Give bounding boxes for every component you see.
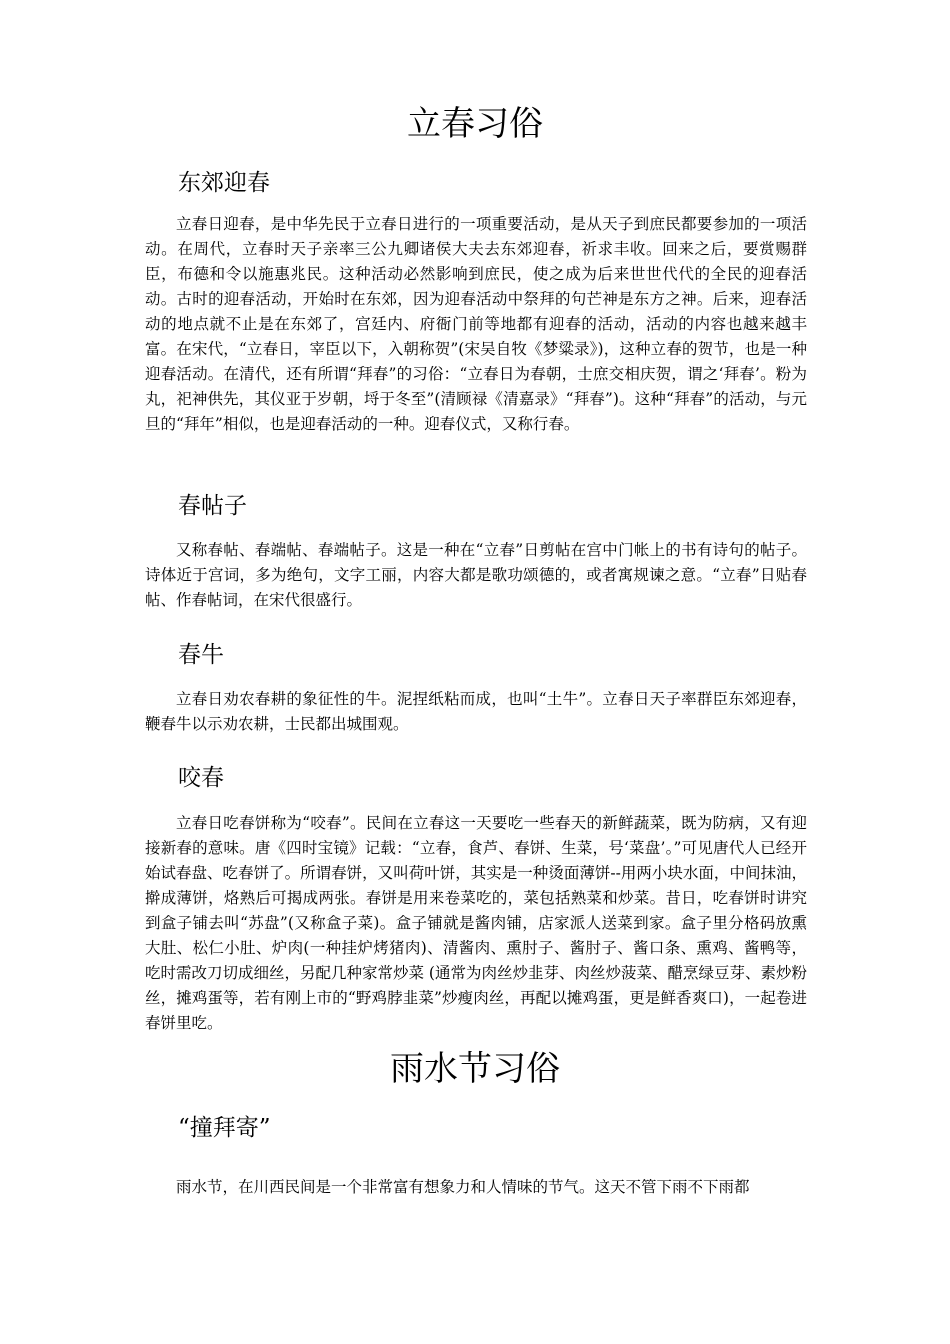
heading-chunniu: 春牛	[178, 642, 224, 668]
heading-dongjiao-yingchun: 东郊迎春	[178, 170, 270, 196]
para-yaochun: 立春日吃春饼称为“咬春”。民间在立春这一天要吃一些春天的新鲜蔬菜，既为防病，又有迎接新春的意味。唐《四时宝镜》记载：“立春，食芦、春饼、生菜，号‘菜盘’。”可见唐代人已经开始试春盘、吃春饼了。所谓春饼，又叫荷叶饼，其实是一种烫面薄饼--用两小块水面，中间抹油，擀成薄饼，烙熟后可揭成两张。春饼是用来卷菜吃的，菜包括熟菜和炒菜。昔日，吃春饼时讲究到盒子铺去叫“苏盘”(又称盒子菜)。盒子铺就是酱肉铺，店家派人送菜到家。盒子里分格码放熏大肚、松仁小肚、炉肉(一种挂炉烤猪肉)、清酱肉、熏肘子、酱肘子、酱口条、熏鸡、酱鸭等，吃时需改刀切成细丝，另配几种家常炒菜 (通常为肉丝炒韭芽、肉丝炒菠菜、醋烹绿豆芽、素炒粉丝，摊鸡蛋等，若有刚上市的“野鸡脖韭菜”炒瘦肉丝，再配以摊鸡蛋，更是鲜香爽口)，一起卷进春饼里吃。	[145, 814, 807, 1032]
para-chuntiezi: 又称春帖、春端帖、春端帖子。这是一种在“立春”日剪帖在宫中门帐上的书有诗句的帖子。诗体近于宫词，多为绝句，文字工丽，内容大都是歌功颂德的，或者寓规谏之意。“立春”日贴春帖、作春帖词，在宋代很盛行。	[145, 541, 807, 609]
para-zhuangbaiji: 雨水节，在川西民间是一个非常富有想象力和人情味的节气。这天不管下雨不下雨都	[176, 1178, 750, 1196]
doc-title-yushui: 雨水节习俗	[390, 1049, 560, 1089]
heading-chuntiezi: 春帖子	[178, 493, 247, 519]
para-chunniu: 立春日劝农春耕的象征性的牛。泥捏纸粘而成，也叫“土牛”。立春日天子率群臣东郊迎春，鞭春牛以示劝农耕，士民都出城围观。	[145, 690, 807, 733]
para-dongjiao-yingchun: 立春日迎春，是中华先民于立春日进行的一项重要活动，是从天子到庶民都要参加的一项活动。在周代，立春时天子亲率三公九卿诸侯大夫去东郊迎春，祈求丰收。回来之后，要赏赐群臣，布德和令以施惠兆民。这种活动必然影响到庶民，使之成为后来世世代代的全民的迎春活动。古时的迎春活动，开始时在东郊，因为迎春活动中祭拜的句芒神是东方之神。后来，迎春活动的地点就不止是在东郊了，宫廷内、府衙门前等地都有迎春的活动，活动的内容也越来越丰富。在宋代，“立春日，宰臣以下，入朝称贺”(宋吴自牧《梦粱录》)，这种立春的贺节，也是一种迎春活动。在清代，还有所谓“拜春”的习俗：“立春日为春朝，士庶交相庆贺，谓之‘拜春’。粉为丸，祀神供先，其仪亚于岁朝，埒于冬至”(清顾禄《清嘉录》“拜春”)。这种“拜春”的活动，与元旦的“拜年”相似，也是迎春活动的一种。迎春仪式，又称行春。	[145, 215, 807, 433]
doc-title-lichun: 立春习俗	[407, 104, 543, 144]
heading-yaochun: 咬春	[178, 765, 224, 791]
heading-zhuangbaiji: “撞拜寄”	[178, 1115, 271, 1141]
